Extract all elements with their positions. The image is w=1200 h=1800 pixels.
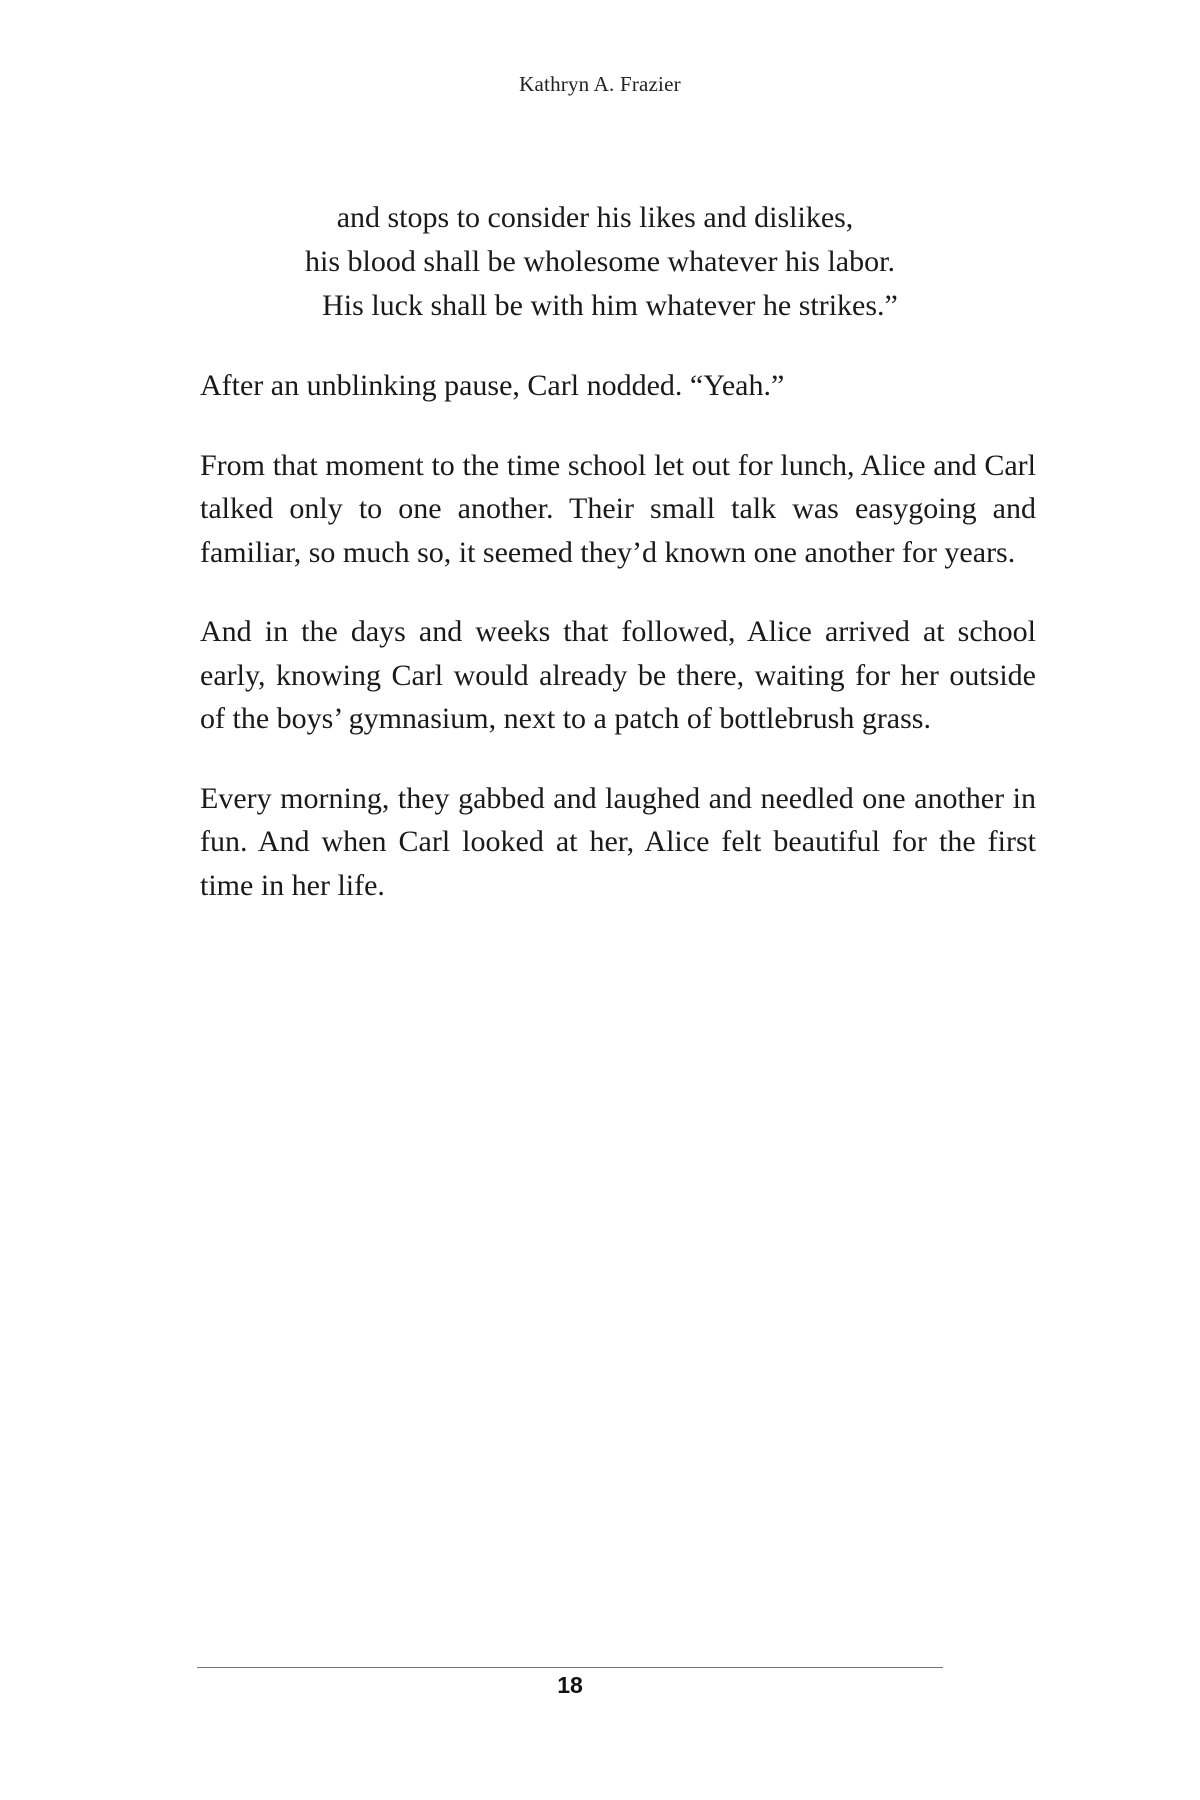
paragraph: After an unblinking pause, Carl nodded. “Yeah.” (200, 369, 785, 402)
paragraph: Every morning, they gabbed and laughed and needled one another in fun. And when Carl looked at her, Alice felt beautiful for the first time in her life. (200, 781, 1036, 902)
running-header-author: Kathryn A. Frazier (519, 72, 681, 96)
verse-block (0, 196, 1200, 328)
paragraph: From that moment to the time school let out for lunch, Alice and Carl talked only to one another. Their small talk was easygoing and familiar, so much so, it seemed they’d known one another for years. (200, 448, 1036, 569)
verse-line: His luck shall be with him whatever he strikes.” (322, 289, 898, 322)
footer-divider (197, 1667, 943, 1668)
verse-line: his blood shall be wholesome whatever his labor. (305, 245, 895, 278)
page-number: 18 (557, 1672, 583, 1698)
body-text (200, 364, 1036, 943)
paragraph: And in the days and weeks that followed, Alice arrived at school early, knowing Carl would already be there, waiting for her outside of the boys’ gymnasium, next to a patch of bottlebrush grass. (200, 615, 1036, 735)
verse-line: and stops to consider his likes and dislikes, (336, 201, 854, 234)
